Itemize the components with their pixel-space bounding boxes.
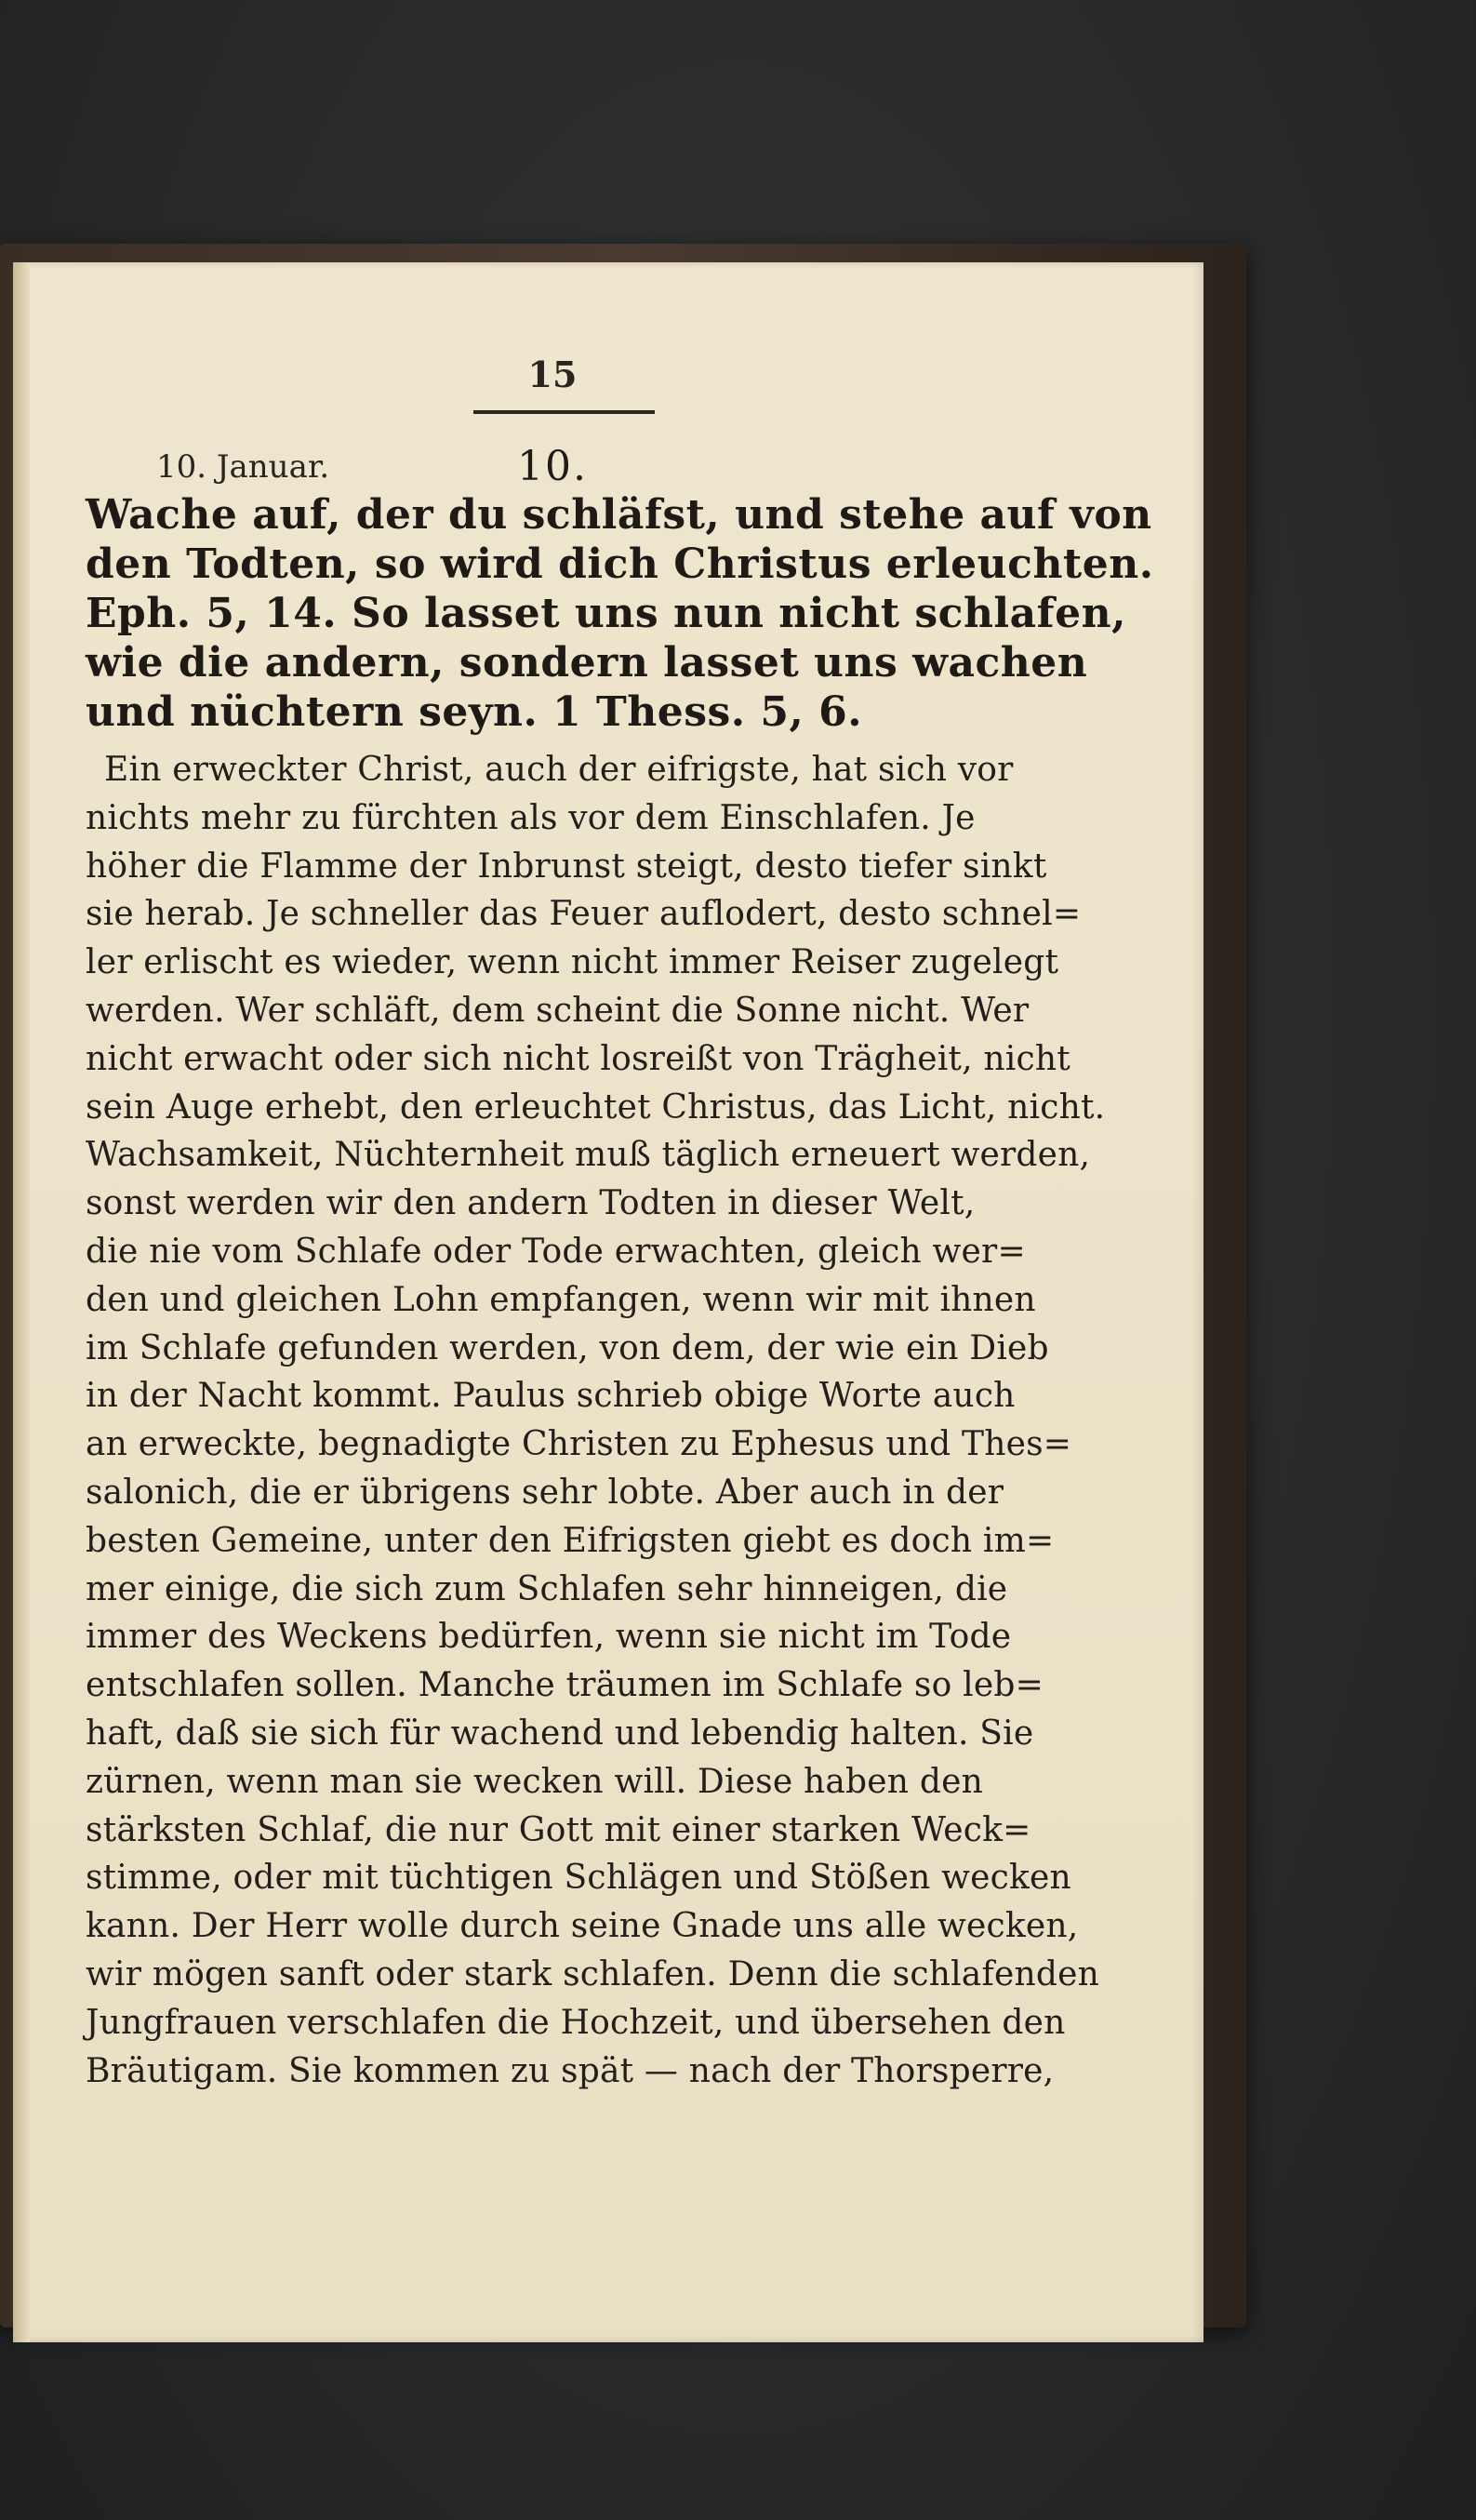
text-line: zürnen, wenn man sie wecken will. Diese haben den (86, 1762, 983, 1801)
text-line: nichts mehr zu fürchten als vor dem Einschlafen. Je (86, 798, 976, 837)
text-line: Jungfrauen verschlafen die Hochzeit, und übersehen den (86, 2003, 1066, 2042)
text-line: wir mögen sanft oder stark schlafen. Denn die schlafenden (86, 1954, 1100, 1993)
scripture-verse (86, 490, 1154, 737)
text-line: ler erlischt es wieder, wenn nicht immer Reiser zugelegt (86, 943, 1059, 982)
text-line: werden. Wer schläft, dem scheint die Sonne nicht. Wer (86, 991, 1030, 1030)
book-page (13, 262, 1203, 2342)
text-line: kann. Der Herr wolle durch seine Gnade uns alle wecken, (86, 1907, 1079, 1946)
scripture-line: den Todten, so wird dich Christus erleuchten. (86, 540, 1154, 588)
scripture-line: und nüchtern seyn. 1 Thess. 5, 6. (86, 688, 863, 736)
text-line: den und gleichen Lohn empfangen, wenn wir mit ihnen (86, 1280, 1036, 1319)
text-line: besten Gemeine, unter den Eifrigsten giebt es doch im= (86, 1521, 1055, 1560)
text-line: Bräutigam. Sie kommen zu spät — nach der Thorsperre, (86, 2051, 1055, 2090)
text-line: sie herab. Je schneller das Feuer auflodert, desto schnel= (86, 895, 1082, 934)
text-line: im Schlafe gefunden werden, von dem, der wie ein Dieb (86, 1328, 1049, 1367)
day-number: 10. (517, 443, 588, 490)
text-line: sein Auge erhebt, den erleuchtet Christus, das Licht, nicht. (86, 1087, 1106, 1127)
text-line: stimme, oder mit tüchtigen Schlägen und Stößen wecken (86, 1859, 1071, 1898)
devotional-text (86, 746, 1106, 2095)
page-number: 15 (527, 353, 578, 395)
text-line: stärksten Schlaf, die nur Gott mit einer starken Weck= (86, 1810, 1031, 1849)
text-line: Wachsamkeit, Nüchternheit muß täglich erneuert werden, (86, 1136, 1091, 1175)
text-line: höher die Flamme der Inbrunst steigt, desto tiefer sinkt (86, 847, 1047, 886)
text-line: die nie vom Schlafe oder Tode erwachten, gleich wer= (86, 1232, 1026, 1271)
text-line: sonst werden wir den andern Todten in dieser Welt, (86, 1184, 976, 1223)
text-line: mer einige, die sich zum Schlafen sehr hinneigen, die (86, 1569, 1008, 1608)
text-line: an erweckte, begnadigte Christen zu Ephesus und Thes= (86, 1425, 1072, 1464)
date-label: 10. Januar. (156, 448, 330, 486)
text-line: entschlafen sollen. Manche träumen im Schlafe so leb= (86, 1666, 1044, 1705)
text-line: immer des Weckens bedürfen, wenn sie nicht im Tode (86, 1618, 1012, 1657)
text-line: salonich, die er übrigens sehr lobte. Aber auch in der (86, 1473, 1004, 1512)
text-line: in der Nacht kommt. Paulus schrieb obige Worte auch (86, 1377, 1016, 1416)
scripture-line: Wache auf, der du schläfst, und stehe auf von (86, 491, 1152, 539)
text-line: Ein erweckter Christ, auch der eifrigste, hat sich vor (104, 751, 1014, 789)
page-gutter (13, 262, 30, 2342)
text-line: haft, daß sie sich für wachend und lebendig halten. Sie (86, 1713, 1034, 1753)
scripture-line: wie die andern, sondern lasset uns wachen (86, 639, 1088, 687)
header-rule (473, 410, 655, 414)
text-line: nicht erwacht oder sich nicht losreißt von Trägheit, nicht (86, 1039, 1070, 1078)
scripture-line: Eph. 5, 14. So lasset uns nun nicht schlafen, (86, 590, 1126, 637)
